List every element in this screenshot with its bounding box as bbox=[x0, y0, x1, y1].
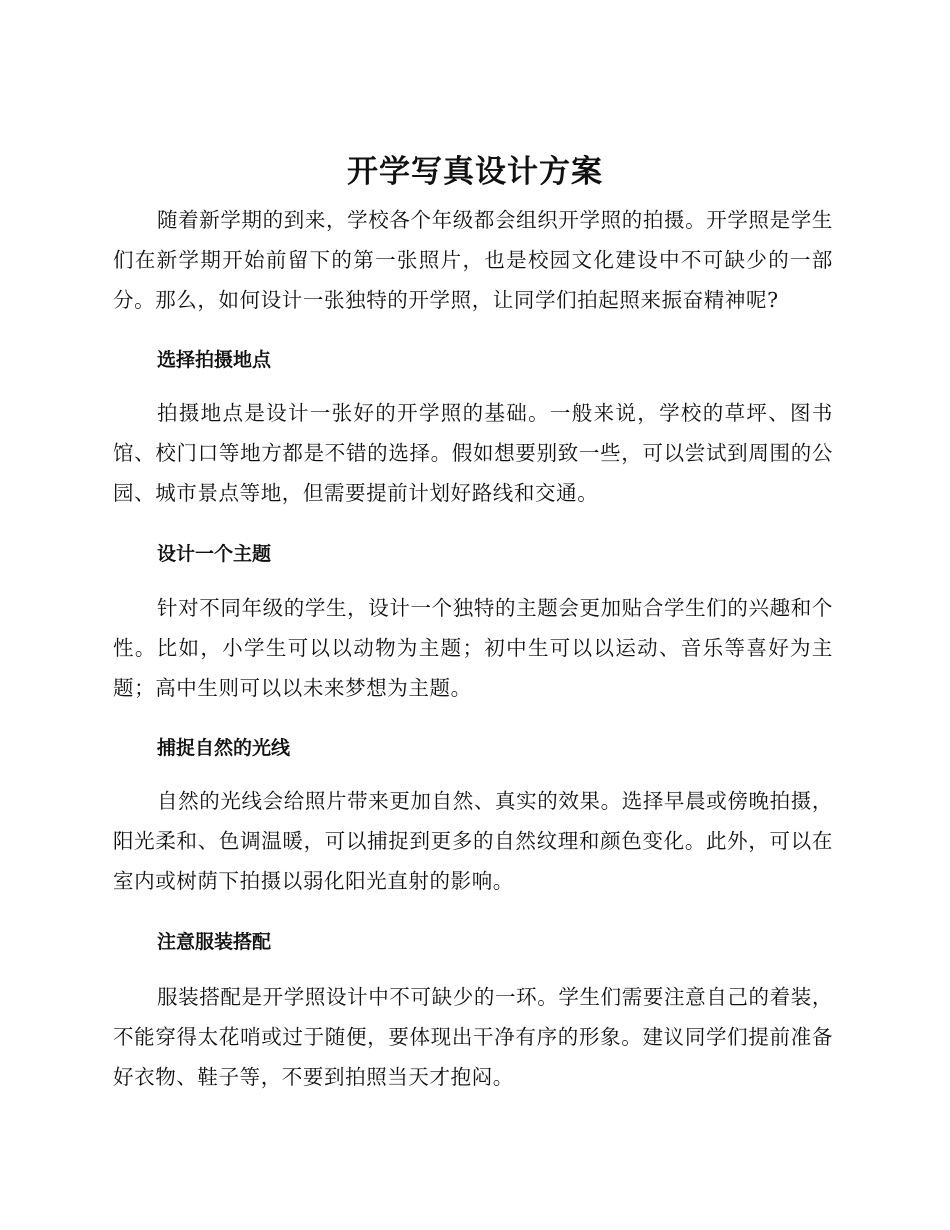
intro-paragraph: 随着新学期的到来，学校各个年级都会组织开学照的拍摄。开学照是学生们在新学期开始前留下的第一张照片，也是校园文化建设中不可缺少的一部分。那么，如何设计一张独特的开学照，让同学们拍起照来振奋精神呢? bbox=[113, 208, 833, 312]
document-title: 开学写真设计方案 bbox=[347, 154, 603, 190]
section-heading-lighting: 捕捉自然的光线 bbox=[157, 737, 291, 759]
section-heading-theme: 设计一个主题 bbox=[157, 543, 272, 565]
section-heading-location: 选择拍摄地点 bbox=[157, 349, 272, 371]
section-body-location: 拍摄地点是设计一张好的开学照的基础。一般来说，学校的草坪、图书馆、校门口等地方都是不错的选择。假如想要别致一些，可以尝试到周围的公园、城市景点等地，但需要提前计划好路线和交通。 bbox=[113, 401, 833, 505]
section-body-lighting: 自然的光线会给照片带来更加自然、真实的效果。选择早晨或傍晚拍摄，阳光柔和、色调温暖，可以捕捉到更多的自然纹理和颜色变化。此外，可以在室内或树荫下拍摄以弱化阳光直射的影响。 bbox=[113, 789, 833, 893]
section-body-theme: 针对不同年级的学生，设计一个独特的主题会更加贴合学生们的兴趣和个性。比如，小学生可以以动物为主题；初中生可以以运动、音乐等喜好为主题；高中生则可以以未来梦想为主题。 bbox=[113, 596, 833, 700]
section-body-clothing: 服装搭配是开学照设计中不可缺少的一环。学生们需要注意自己的着装，不能穿得太花哨或过于随便，要体现出干净有序的形象。建议同学们提前准备好衣物、鞋子等，不要到拍照当天才抱闷。 bbox=[113, 985, 833, 1089]
section-heading-clothing: 注意服装搭配 bbox=[157, 931, 272, 953]
